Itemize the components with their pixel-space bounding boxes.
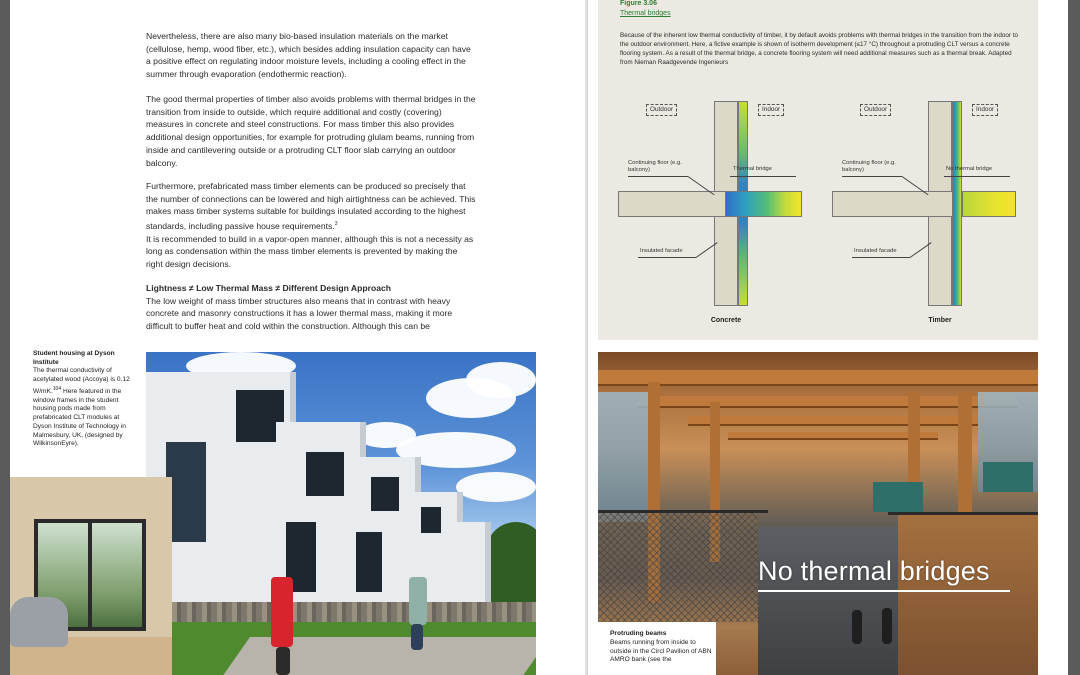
callout-line	[852, 257, 910, 258]
overlay-underline	[758, 590, 1010, 592]
window	[356, 532, 382, 592]
paragraph-thermal-properties: The good thermal properties of timber also avoids problems with thermal bridges in the transition from inside to outside, which require additional and costly (covering) measures in concrete and steel constructions. For mass timber this also provides additional design opportunities, for example for protruding glulam beams, running from inside and cantilevering outside or a protruding CLT floor slab carrying an outdoor balcony.	[146, 94, 476, 168]
floor-callout: Continuing floor (e.g. balcony)	[842, 160, 896, 173]
callout-line	[730, 176, 796, 177]
window-mullion	[88, 519, 92, 631]
caption-text-rest: Here featured in the window frames in the student housing pods made from prefabricated CLT modules at Dyson Institute of Technology in Malmesbury, UK, (designed by WilkinsonEyre).	[33, 388, 126, 448]
section-paragraph: The low weight of mass timber structures also means that in contrast with heavy concrete and masonry constructions it has a lower thermal mass, making it more difficult to buffer heat and cold within the construction. Although this can be	[146, 295, 453, 332]
callout-line	[628, 176, 688, 177]
bridge-callout: No thermal bridge	[946, 166, 993, 172]
caption-title: Student housing at Dyson Institute	[33, 350, 115, 366]
student-housing-photo	[146, 352, 536, 675]
paragraph-prefabricated-text: Furthermore, prefabricated mass timber elements can be produced so precisely that the number of connections can be lowered and high airtightness can be achieved. This makes mass timber systems suitable for buildings insulated according to the highest standards, including passive house requirements.	[146, 181, 476, 231]
figure-thermal-bridges	[598, 0, 1038, 340]
outdoor-label: Outdoor	[646, 104, 677, 116]
caption-title: Protruding beams	[610, 630, 667, 637]
paragraph-bio-based-insulation: Nevertheless, there are also many bio-based insulation materials on the market (cellulose, hemp, wood fiber, etc.), which besides adding insulation capacity can have a positive effect on regulating indoor moisture levels, including a cooling effect in the summer through evaporation (endothermic reaction).	[146, 31, 471, 80]
lower-floor	[898, 515, 1038, 675]
bridge-callout: Thermal bridge	[733, 166, 772, 172]
timber-diagram	[832, 96, 1032, 326]
footpath	[222, 637, 536, 675]
pedestrian-legs	[411, 624, 423, 650]
callout-line	[842, 176, 902, 177]
glulam-beam	[688, 416, 978, 426]
window	[166, 442, 206, 542]
wall-panel	[983, 462, 1033, 492]
callout-line	[638, 257, 696, 258]
window	[421, 507, 441, 533]
window	[371, 477, 399, 511]
right-page	[588, 0, 1068, 675]
wall-panel	[873, 482, 923, 512]
indoor-label: Indoor	[758, 104, 784, 116]
caption-text: Beams running from inside to outside in the Circl Pavilion of ABN AMRO bank (see the	[610, 638, 712, 664]
railing-mesh	[598, 512, 758, 622]
callout-line	[944, 176, 1010, 177]
wall-insulation	[952, 101, 962, 306]
figure-description: Because of the inherent low thermal conductivity of timber, it by default avoids problems with thermal bridges in the transition from the indoor to the outdoor environment. Here, a fictive example is shown of isotherm development (≤17 °C) throughout a protruding CLT versus a concrete flooring system. As a result of the thermal bridge, a concrete flooring system will need additional measures such as a thermal break. Adapted from Nieman Raadgevende Ingenieurs	[620, 32, 1018, 66]
floor-callout: Continuing floor (e.g. balcony)	[628, 160, 682, 173]
caption-text: The thermal conductivity of acetylated wood (Accoya) is 0.12 W/mK.	[33, 367, 130, 395]
timber-label: Timber	[928, 317, 952, 324]
section-heading: Lightness ≠ Low Thermal Mass ≠ Different Design Approach	[146, 283, 392, 293]
gabion-wall	[166, 602, 536, 624]
cloud	[466, 362, 536, 398]
tree	[486, 522, 536, 602]
left-page	[10, 0, 585, 675]
isotherm-floor	[725, 191, 802, 217]
window	[306, 452, 344, 496]
paragraph-vapor-open: It is recommended to build in a vapor-open manner, although this is not a necessity as long as condensation within the mass timber elements is prevented by making the right design decisions.	[146, 233, 474, 270]
visitor	[882, 608, 892, 644]
figure-label: Figure 3.06	[620, 0, 657, 7]
cloud	[456, 472, 536, 502]
concrete-diagram	[618, 96, 818, 326]
housing-module	[451, 522, 491, 607]
pedestrian	[271, 577, 293, 647]
glulam-beam	[728, 432, 938, 440]
caption-footnote: 104	[52, 385, 62, 392]
visitor	[852, 610, 862, 644]
pedestrian	[409, 577, 427, 625]
caption-student-housing	[33, 350, 133, 449]
walkway	[758, 527, 898, 675]
figure-title: Thermal bridges	[620, 10, 671, 17]
outdoor-label: Outdoor	[860, 104, 891, 116]
concrete-label: Concrete	[710, 317, 742, 324]
photo-overlay-title: No thermal bridges	[758, 556, 990, 586]
armchair	[10, 597, 68, 647]
indoor-label: Indoor	[972, 104, 998, 116]
caption-protruding-beams	[598, 622, 716, 675]
glulam-beam	[598, 370, 1038, 386]
isotherm-floor	[962, 191, 1016, 217]
handrail	[598, 510, 768, 513]
facade-callout: Insulated facade	[854, 248, 897, 254]
interior-window-photo	[10, 477, 172, 675]
facade-callout: Insulated facade	[640, 248, 683, 254]
pedestrian-legs	[276, 647, 290, 675]
paragraph-prefabricated	[146, 180, 476, 271]
section-lightness	[146, 282, 476, 333]
footnote-mark: 3	[334, 221, 338, 228]
